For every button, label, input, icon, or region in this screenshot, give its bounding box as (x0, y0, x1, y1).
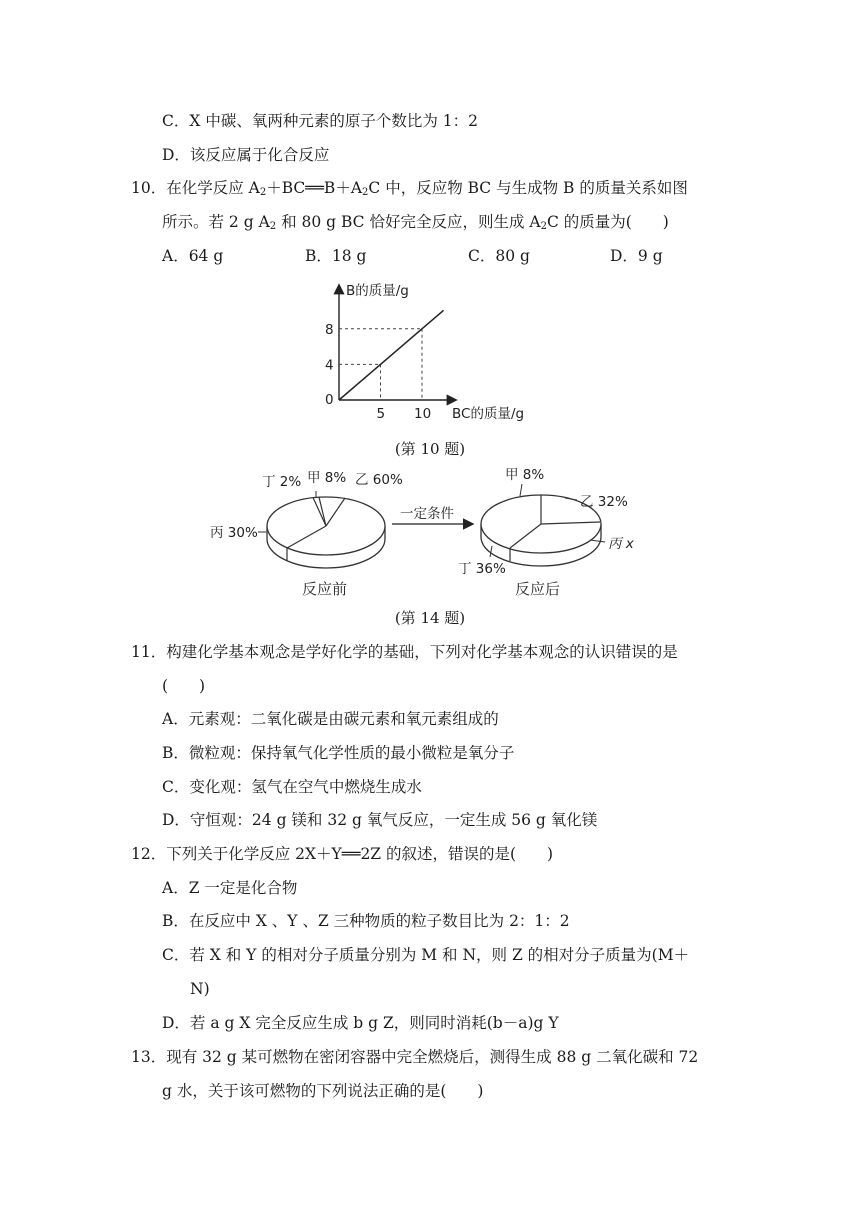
q11-stem: 11．构建化学基本观念是学好化学的基础，下列对化学基本观念的认识错误的是 (131, 643, 678, 661)
q10-option-c: C．80 g (468, 247, 530, 265)
pie-after-caption: 反应后 (515, 580, 561, 598)
pie-before-label-bing: 丙 30% (210, 525, 258, 541)
pie-after-label-ding: 丁 36% (458, 561, 506, 577)
series-line (339, 310, 444, 400)
q11-option-a: A．元素观：二氧化碳是由碳元素和氧元素组成的 (162, 710, 499, 728)
q12-stem: 12．下列关于化学反应 2X＋Y══2Z 的叙述，错误的是( ) (131, 845, 554, 863)
q12-option-a: A．Z 一定是化合物 (162, 879, 298, 897)
arrow-label: 一定条件 (400, 506, 454, 522)
x-tick-label-1: 5 (376, 406, 386, 422)
q12-option-d: D．若 a g X 完全反应生成 b g Z，则同时消耗(b－a)g Y (162, 1014, 559, 1032)
x-axis-label: BC的质量/g (452, 406, 525, 422)
q10-option-a: A．64 g (162, 247, 224, 265)
pie-after (458, 467, 635, 577)
x-tick-label-0: 0 (325, 392, 334, 408)
pie-after-label-bing: 丙 x (608, 536, 634, 552)
q9-option-c: C．X 中碳、氧两种元素的原子个数比为 1：2 (162, 112, 478, 130)
q14-pie-figure (200, 462, 690, 607)
q12-option-c: C．若 X 和 Y 的相对分子质量分别为 M 和 N，则 Z 的相对分子质量为(M＋ (162, 946, 690, 964)
pie-after-label-jia: 甲 8% (505, 467, 545, 483)
pie-before (210, 470, 403, 568)
pie-before-caption: 反应前 (302, 580, 348, 598)
q13-stem-line2: g 水，关于该可燃物的下列说法正确的是( ) (162, 1082, 484, 1100)
q10-graph (300, 278, 560, 428)
q10-option-b: B．18 g (305, 247, 367, 265)
q14-caption: (第 14 题) (394, 609, 466, 627)
q10-stem-line2: 所示。若 2 g $A_2$ 和 80 g BC 恰好完全反应，则生成 $A_2C$ 的质量为( ) (162, 213, 669, 232)
pie-before-label-jia: 甲 8% (307, 470, 347, 486)
q12-option-b: B．在反应中 X 、Y 、Z 三种物质的粒子数目比为 2：1：2 (162, 912, 570, 930)
y-tick-label-1: 8 (325, 321, 334, 338)
q12-option-c-cont: N) (190, 980, 210, 998)
q10-stem-line1: 10．在化学反应 $A_2+BC══B+A_2C$ 中，反应物 BC 与生成物 B 的质量关系如图 (131, 179, 688, 198)
y-axis-label: B的质量/g (346, 283, 409, 299)
pie-before-label-yi: 乙 60% (355, 472, 403, 488)
q10-option-d: D．9 g (610, 247, 663, 265)
x-tick-label-2: 10 (414, 406, 432, 422)
q11-option-c: C．变化观：氢气在空气中燃烧生成水 (162, 778, 422, 796)
q9-option-d: D．该反应属于化合反应 (162, 146, 330, 164)
pie-after-label-yi: 乙 32% (580, 494, 628, 510)
q11-option-d: D．守恒观：24 g 镁和 32 g 氧气反应，一定生成 56 g 氧化镁 (162, 811, 598, 829)
q13-stem-line1: 13．现有 32 g 某可燃物在密闭容器中完全燃烧后，测得生成 88 g 二氧化碳和 72 (131, 1048, 699, 1066)
q11-blank: ( ) (162, 677, 206, 695)
pie-before-label-ding: 丁 2% (262, 474, 302, 490)
q10-caption: (第 10 题) (394, 440, 466, 458)
q11-option-b: B．微粒观：保持氧气化学性质的最小微粒是氧分子 (162, 744, 515, 762)
y-tick-label-0: 4 (325, 357, 334, 374)
